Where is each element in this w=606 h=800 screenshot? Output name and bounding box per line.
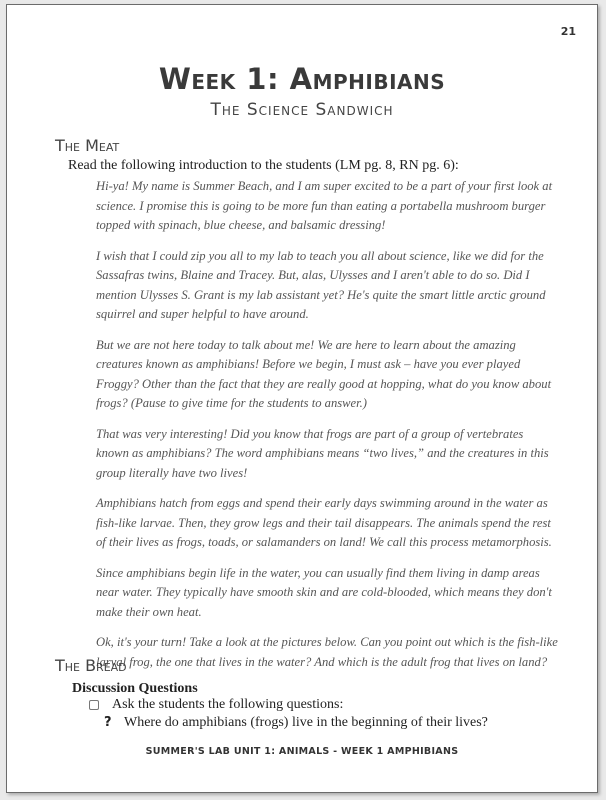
task-item[interactable] [89, 696, 343, 714]
page-title: Week 1: Amphibians [158, 62, 446, 96]
read-aloud-paragraph: That was very interesting! Did you know that frogs are part of a group of vertebrates known as amphibians? The word amphibians means “two lives,” and the creatures in this group literally have two lives! [96, 426, 549, 480]
read-aloud-paragraph: Hi-ya! My name is Summer Beach, and I am super excited to be a part of your first look at science. I promise this is going to be more fun than eating a portabella mushroom burger topped with spinach, blue cheese, and balsamic dressing! [96, 179, 553, 232]
page-subtitle: The Science Sandwich [210, 100, 394, 120]
section-heading-meat: The Meat [55, 136, 120, 155]
intro-instruction: Read the following introduction to the students (LM pg. 8, RN pg. 6): [68, 158, 459, 173]
question-text: Where do amphibians (frogs) live in the beginning of their lives? [124, 715, 488, 730]
read-aloud-paragraph: Amphibians hatch from eggs and spend their early days swimming around in the water as fish-like larvae. Then, they grow legs and their tail disappears. The animals spend the rest of their lives as frogs, toads, or salamanders on land! We call this process metamorphosis. [96, 496, 552, 549]
discussion-questions-heading: Discussion Questions [72, 681, 198, 696]
workbook-page [6, 4, 598, 793]
read-aloud-paragraph: I wish that I could zip you all to my lab to teach you all about science, like we did for the Sassafras twins, Blaine and Tracey. But, alas, Ulysses and I aren't able to do so. Did I mention Ulysses S. Grant is my lab assistant yet? He's quite the smart little arctic ground squirrel and super helpful to have around. [96, 248, 546, 321]
section-heading-bread: The Bread [55, 656, 127, 675]
task-label: Ask the students the following questions: [112, 697, 344, 712]
page-number: 21 [560, 25, 576, 38]
read-aloud-paragraph: Since amphibians begin life in the water, you can usually find them living in damp areas near water. They typically have smooth skin and are cold-blooded, which means they don't make their own heat. [96, 565, 552, 619]
read-aloud-paragraph: But we are not here today to talk about me! We are here to learn about the amazing creatures known as amphibians! Before we begin, I must ask – have you ever played Froggy? Other than the fact that they are really good at hopping, what do you know about frogs? (Pause to give time for the students to answer.) [96, 337, 552, 410]
question-mark-icon: ? [104, 715, 112, 730]
checkbox-icon[interactable] [89, 700, 99, 710]
read-aloud-paragraph: Ok, it's your turn! Take a look at the pictures below. Can you point out which is the fish-like larval frog, the one that lives in the water? And which is the adult frog that lives on land? [96, 635, 558, 669]
page-footer: SUMMER'S LAB UNIT 1: ANIMALS - WEEK 1 AMPHIBIANS [145, 746, 459, 757]
read-aloud-script [96, 177, 558, 683]
question-item [104, 713, 488, 732]
